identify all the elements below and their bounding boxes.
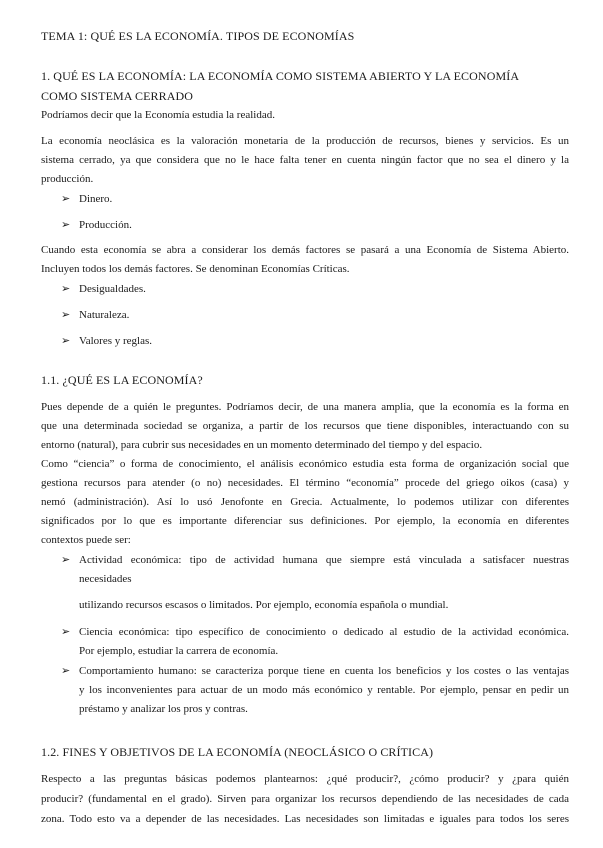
list-item-continuation: préstamo y analizar los pros y contras. bbox=[79, 703, 248, 715]
list-item: Comportamiento humano: se caracteriza porque tiene en cuenta los beneficios y los costes o las ventajas bbox=[79, 665, 569, 677]
list-item: Naturaleza. bbox=[79, 309, 130, 321]
paragraph-text: nemó (administración). Así lo usó Jenofonte en Grecia. Actualmente, lo podemos utilizar con diferentes bbox=[41, 496, 569, 508]
paragraph-text: Cuando esta economía se abra a considerar los demás factores se pasará a una Economía de Sistema Abierto. bbox=[41, 244, 569, 256]
paragraph-text: gestiona recursos para atender (o no) necesidades. El término “economía” procede del griego oikos (casa) y bbox=[41, 477, 569, 489]
paragraph-text: que una determinada sociedad se organiza, a partir de los recursos que tiene disponibles, interactuando con su bbox=[41, 420, 569, 432]
bullet-arrow-icon: ➢ bbox=[61, 554, 71, 566]
paragraph-text: sistema cerrado, ya que considera que no le hace falta tener en cuenta ningún factor que no sea el dinero y la bbox=[41, 154, 569, 166]
paragraph-text: zona. Todo esto va a depender de las necesidades. Las necesidades son limitadas e iguales para todos los seres bbox=[41, 813, 569, 825]
bullet-arrow-icon: ➢ bbox=[61, 335, 71, 347]
list-item: Actividad económica: tipo de actividad humana que siempre está vinculada a satisfacer nuestras bbox=[79, 554, 569, 566]
list-item: Desigualdades. bbox=[79, 283, 146, 295]
section-1-1-heading: 1.1. ¿QUÉ ES LA ECONOMÍA? bbox=[41, 373, 203, 387]
document-title: TEMA 1: QUÉ ES LA ECONOMÍA. TIPOS DE ECONOMÍAS bbox=[41, 29, 355, 43]
section-1-2-heading: 1.2. FINES Y OBJETIVOS DE LA ECONOMÍA (NEOCLÁSICO O CRÍTICA) bbox=[41, 745, 434, 759]
paragraph-text: contextos puede ser: bbox=[41, 534, 131, 546]
paragraph-text: La economía neoclásica es la valoración monetaria de la producción de recursos, bienes y servicios. Es un bbox=[41, 135, 569, 147]
bullet-arrow-icon: ➢ bbox=[61, 626, 71, 638]
bullet-arrow-icon: ➢ bbox=[61, 309, 71, 321]
paragraph-text: producción. bbox=[41, 173, 94, 185]
bullet-arrow-icon: ➢ bbox=[61, 665, 71, 677]
bullet-arrow-icon: ➢ bbox=[61, 193, 71, 205]
paragraph-text: Como “ciencia” o forma de conocimiento, el análisis económico estudia esta forma de organización social que bbox=[41, 458, 569, 470]
list-item: Valores y reglas. bbox=[79, 335, 153, 347]
bullet-arrow-icon: ➢ bbox=[61, 219, 71, 231]
list-item: Dinero. bbox=[79, 193, 113, 205]
list-item: Producción. bbox=[79, 219, 132, 231]
list-item: Ciencia económica: tipo específico de conocimiento o dedicado al estudio de la actividad económica. bbox=[79, 626, 569, 638]
paragraph-text: entorno (natural), para cubrir sus necesidades en un momento determinado del tiempo y del espacio. bbox=[41, 439, 483, 451]
list-item-continuation: necesidades bbox=[79, 573, 132, 585]
paragraph-text: Respecto a las preguntas básicas podemos plantearnos: ¿qué producir?, ¿cómo producir? y ¿para quién bbox=[41, 773, 569, 785]
section-1-heading-line-1: 1. QUÉ ES LA ECONOMÍA: LA ECONOMÍA COMO SISTEMA ABIERTO Y LA ECONOMÍA bbox=[41, 69, 520, 83]
list-item-continuation: utilizando recursos escasos o limitados. Por ejemplo, economía española o mundial. bbox=[79, 599, 449, 611]
paragraph-text: producir? (fundamental en el grado). Sirven para organizar los recursos dependiendo de las necesidades de cada bbox=[41, 793, 569, 805]
paragraph-text: significados por lo que es importante diferenciar sus definiciones. Por ejemplo, la economía en diferentes bbox=[41, 515, 569, 527]
section-1-heading-line-2: COMO SISTEMA CERRADO bbox=[41, 89, 194, 103]
list-item-continuation: Por ejemplo, estudiar la carrera de economía. bbox=[79, 645, 279, 657]
bullet-arrow-icon: ➢ bbox=[61, 283, 71, 295]
list-item-continuation: y los inconvenientes para actuar de un modo más económico y rentable. Por ejemplo, pensar en pedir un bbox=[79, 684, 569, 696]
paragraph-text: Pues depende de a quién le preguntes. Podríamos decir, de una manera amplia, que la economía es la forma en bbox=[41, 401, 569, 413]
paragraph-text: Incluyen todos los demás factores. Se denominan Economías Críticas. bbox=[41, 263, 350, 275]
paragraph-text: Podríamos decir que la Economía estudia la realidad. bbox=[41, 109, 275, 121]
